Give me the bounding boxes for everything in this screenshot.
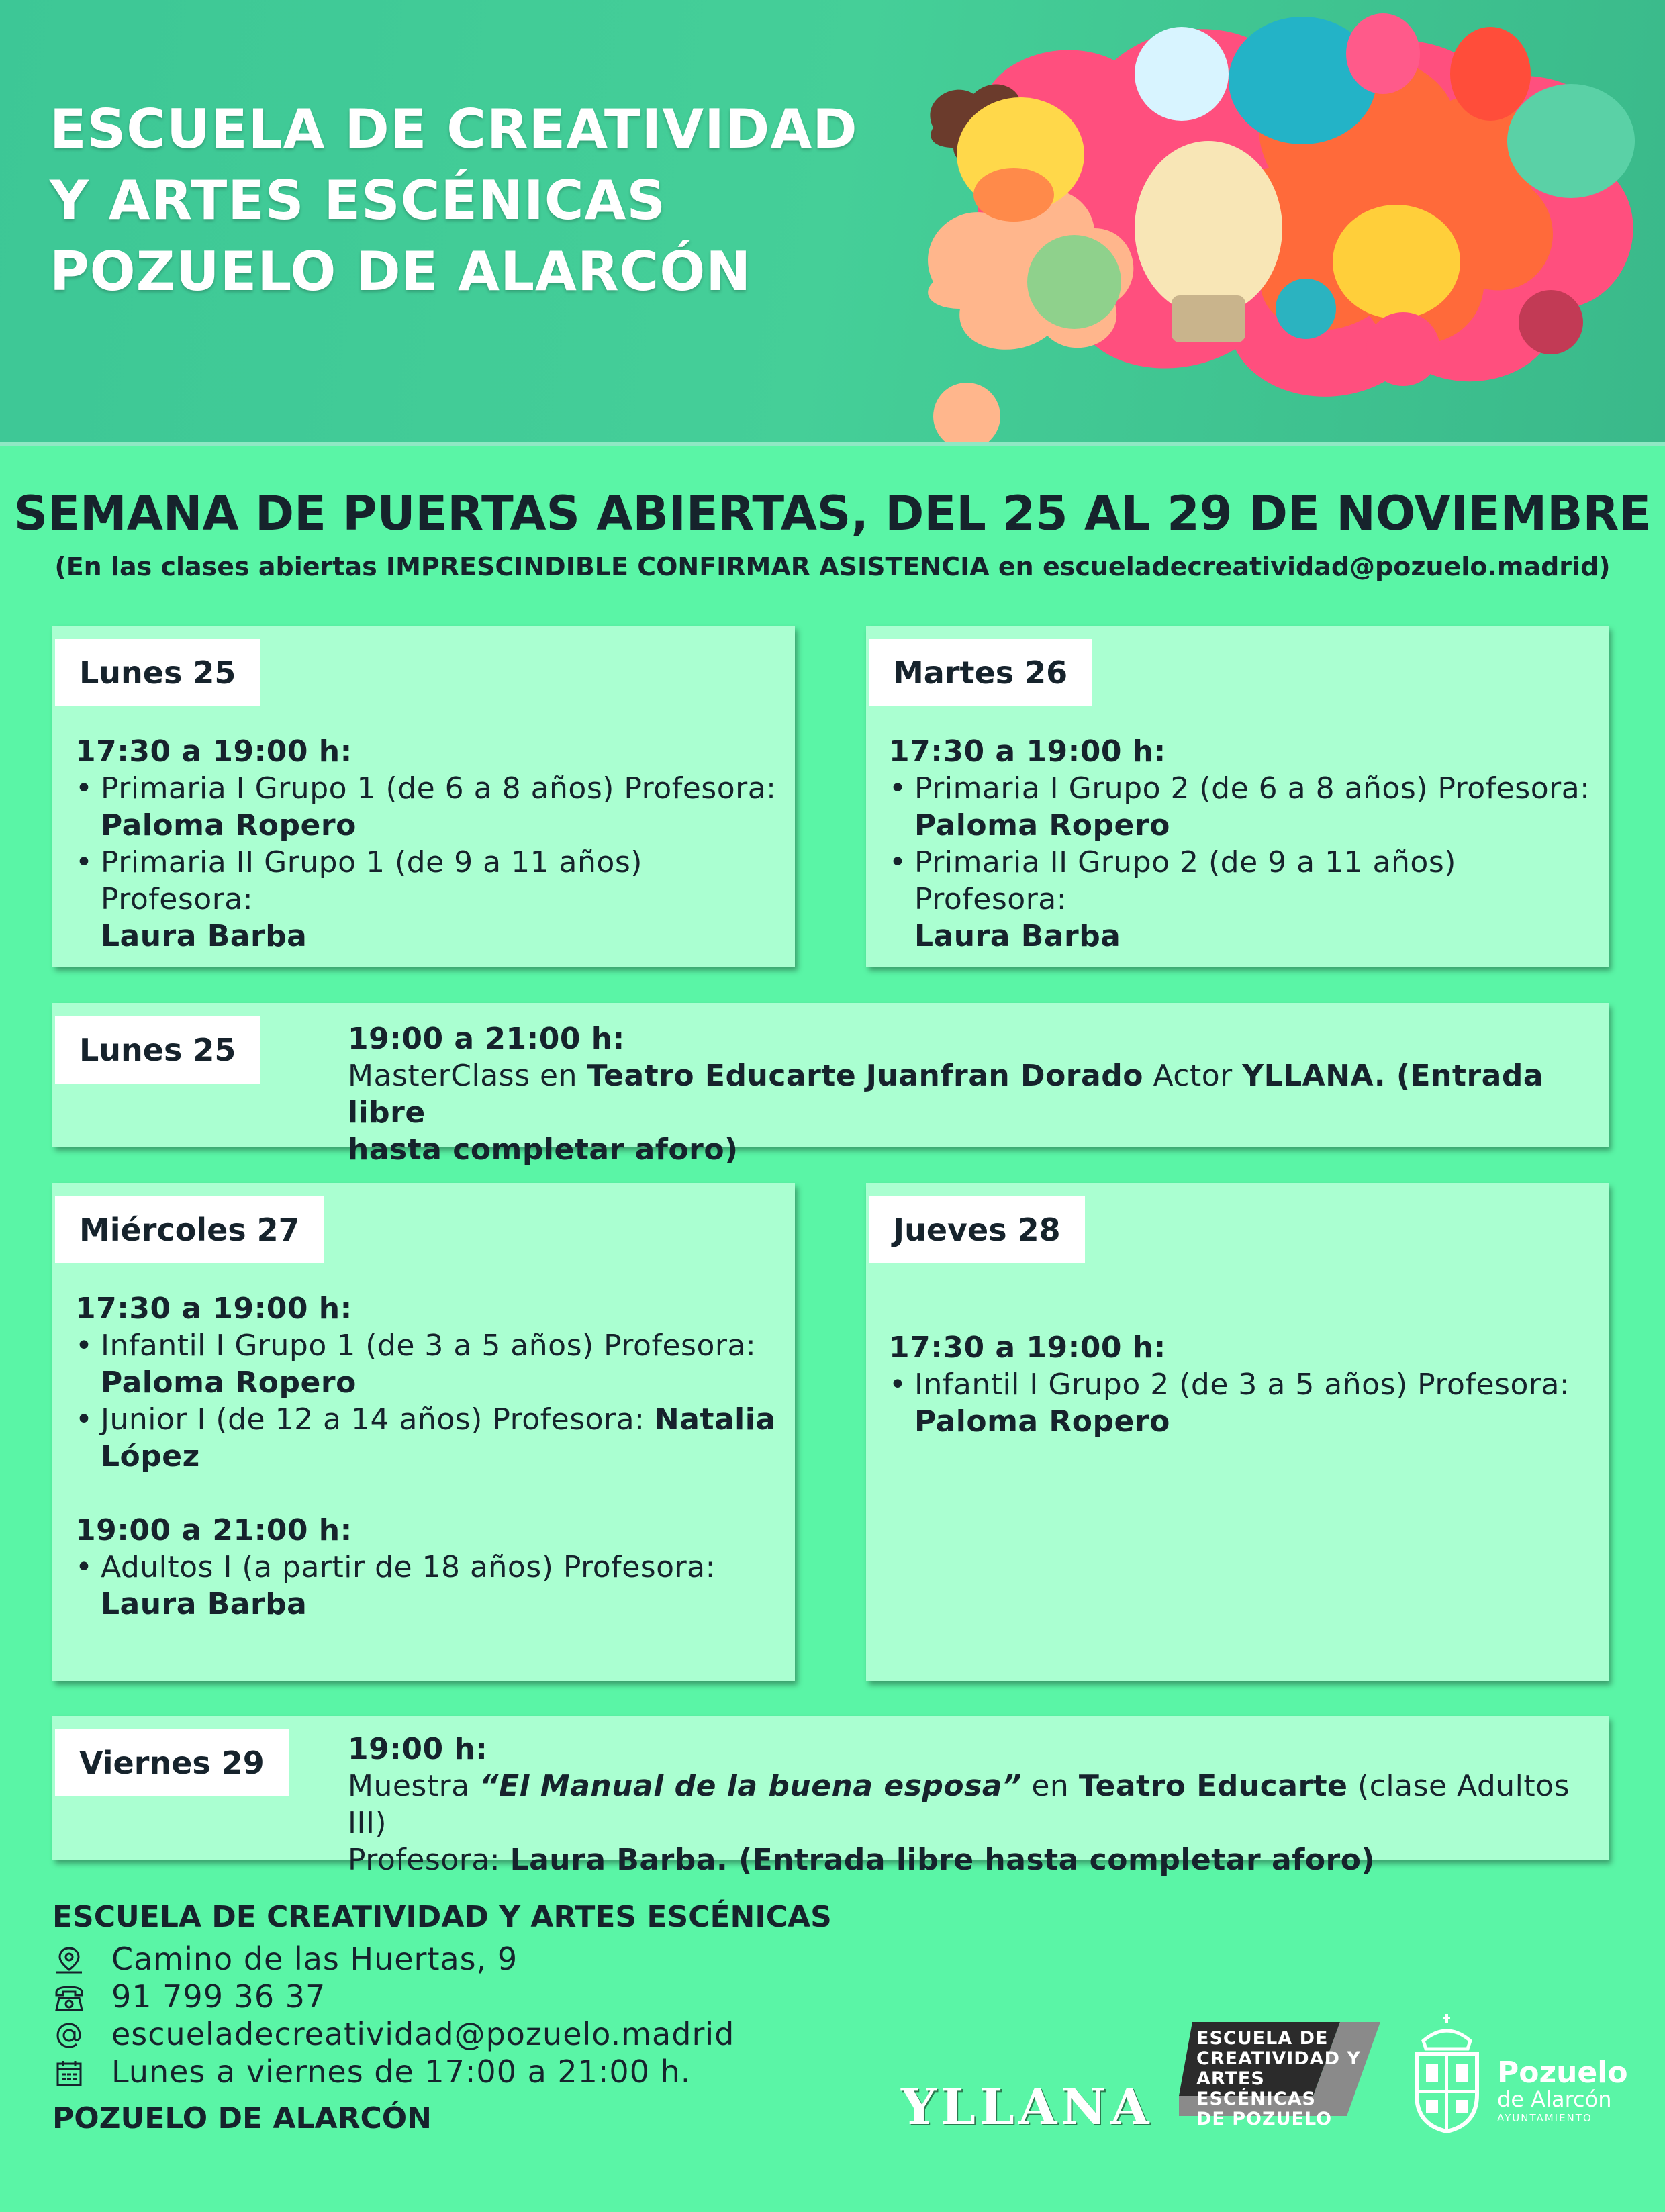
school-title-line-3: POZUELO DE ALARCÓN	[50, 240, 752, 303]
teacher-name: Paloma Ropero	[914, 1404, 1170, 1439]
day-card-viernes	[52, 1716, 1609, 1877]
yllana-logo: YLLANA	[901, 2078, 1153, 2136]
day-body-jueves	[889, 1329, 1594, 1440]
day-body-lunes	[75, 733, 780, 955]
hours-text: Lunes a viernes de 17:00 a 21:00 h.	[111, 2054, 692, 2090]
contact-email	[52, 2015, 791, 2053]
venue-name: Teatro Educarte	[1078, 1769, 1348, 1803]
day-body-miercoles	[75, 1290, 780, 1623]
escuela-logo	[1179, 2022, 1387, 2129]
day-card-jueves	[866, 1183, 1609, 1681]
school-title-line-1: ESCUELA DE CREATIVIDAD	[50, 98, 858, 160]
list-item: • Infantil I Grupo 1 (de 3 a 5 años) Profesora: Paloma Ropero	[75, 1327, 780, 1401]
escuela-logo-text: ESCUELA DE CREATIVIDAD Y ARTES ESCÉNICAS DE POZUELO	[1196, 2028, 1361, 2129]
list-item: • Adultos I (a partir de 18 años) Profesora: Laura Barba	[75, 1549, 780, 1623]
teacher-name-last: López	[101, 1439, 200, 1474]
footer-city: POZUELO DE ALARCÓN	[52, 2101, 432, 2135]
teacher-note: Laura Barba. (Entrada libre hasta completar aforo)	[510, 1843, 1376, 1877]
time-slot: 19:00 h:	[348, 1732, 488, 1766]
teacher-name-first: Natalia	[654, 1402, 776, 1437]
address-text: Camino de las Huertas, 9	[111, 1941, 518, 1977]
at-sign-icon	[52, 2021, 86, 2050]
day-card-lunes	[52, 626, 795, 967]
time-slot: 17:30 a 19:00 h:	[889, 1331, 1166, 1365]
time-slot: 17:30 a 19:00 h:	[889, 734, 1166, 769]
list-item: • Primaria I Grupo 2 (de 6 a 8 años) Profesora: Paloma Ropero	[889, 770, 1594, 844]
teacher-name: Paloma Ropero	[101, 1365, 356, 1400]
time-slot: 19:00 a 21:00 h:	[348, 1022, 625, 1056]
school-title	[50, 94, 858, 307]
ayuntamiento-name-1: Pozuelo	[1497, 2056, 1628, 2090]
list-item: • Infantil I Grupo 2 (de 3 a 5 años) Profesora: Paloma Ropero	[889, 1366, 1594, 1440]
venue-name: Teatro Educarte	[587, 1059, 857, 1093]
show-title: “El Manual de la buena esposa”	[479, 1769, 1022, 1803]
masterclass-body	[348, 1020, 1590, 1168]
phone-icon	[52, 1983, 86, 2013]
footer-title: ESCUELA DE CREATIVIDAD Y ARTES ESCÉNICAS	[52, 1900, 832, 1934]
event-note: (En las clases abiertas IMPRESCINDIBLE CONFIRMAR ASISTENCIA en escueladecreatividad@pozuelo.madrid)	[54, 552, 1611, 581]
day-label-lunes: Lunes 25	[55, 639, 260, 706]
day-body-martes	[889, 733, 1594, 955]
viernes-body	[348, 1731, 1590, 1878]
viernes-line-1: Muestra “El Manual de la buena esposa” en Teatro Educarte (clase Adultos III)	[348, 1769, 1570, 1840]
viernes-line-2: Profesora: Laura Barba. (Entrada libre hasta completar aforo)	[348, 1843, 1376, 1877]
phone-text: 91 799 36 37	[111, 1978, 326, 2015]
teacher-name: Paloma Ropero	[914, 808, 1170, 843]
location-pin-icon	[52, 1945, 86, 1975]
time-slot: 17:30 a 19:00 h:	[75, 1292, 352, 1326]
day-label-viernes: Viernes 29	[55, 1729, 289, 1796]
event-title: SEMANA DE PUERTAS ABIERTAS, DEL 25 AL 29 DE NOVIEMBRE	[13, 486, 1652, 541]
ayuntamiento-subtitle: AYUNTAMIENTO	[1497, 2112, 1592, 2124]
ayuntamiento-logo	[1410, 2014, 1628, 2135]
contact-phone	[52, 1978, 657, 2015]
teacher-name: Laura Barba	[101, 1587, 307, 1621]
day-card-martes	[866, 626, 1609, 967]
coat-of-arms-icon	[1410, 2014, 1484, 2135]
time-slot: 19:00 a 21:00 h:	[75, 1513, 352, 1547]
ayuntamiento-name-2: de Alarcón	[1497, 2086, 1612, 2112]
masterclass-note: hasta completar aforo)	[348, 1133, 739, 1167]
actor-name: Juanfran Dorado	[865, 1059, 1143, 1093]
masterclass-line: MasterClass en Teatro Educarte Juanfran Dorado Actor YLLANA. (Entrada libre	[348, 1059, 1544, 1130]
list-item: • Junior I (de 12 a 14 años) Profesora: Natalia López	[75, 1401, 780, 1475]
day-label-martes: Martes 26	[869, 639, 1092, 706]
header-banner	[0, 0, 1665, 446]
day-label-jueves: Jueves 28	[869, 1196, 1085, 1263]
time-slot: 17:30 a 19:00 h:	[75, 734, 352, 769]
school-title-line-2: Y ARTES ESCÉNICAS	[50, 169, 666, 232]
day-label-miercoles: Miércoles 27	[55, 1196, 324, 1263]
teacher-name: Laura Barba	[914, 919, 1121, 953]
teacher-name: Paloma Ropero	[101, 808, 356, 843]
day-card-miercoles	[52, 1183, 795, 1681]
contact-hours	[52, 2053, 791, 2090]
day-card-lunes-masterclass	[52, 1003, 1609, 1167]
calendar-icon	[52, 2058, 86, 2088]
list-item: • Primaria II Grupo 2 (de 9 a 11 años) Profesora: Laura Barba	[889, 844, 1594, 955]
teacher-name: Laura Barba	[101, 919, 307, 953]
list-item: • Primaria I Grupo 1 (de 6 a 8 años) Profesora: Paloma Ropero	[75, 770, 780, 844]
company-name: YLLANA. (Entrada libre	[348, 1059, 1544, 1130]
contact-address	[52, 1940, 657, 1978]
list-item: • Primaria II Grupo 1 (de 9 a 11 años) Profesora: Laura Barba	[75, 844, 780, 955]
creative-paper-art-illustration	[913, 0, 1665, 442]
day-label-lunes-masterclass: Lunes 25	[55, 1016, 260, 1084]
email-text: escueladecreatividad@pozuelo.madrid	[111, 2016, 735, 2052]
